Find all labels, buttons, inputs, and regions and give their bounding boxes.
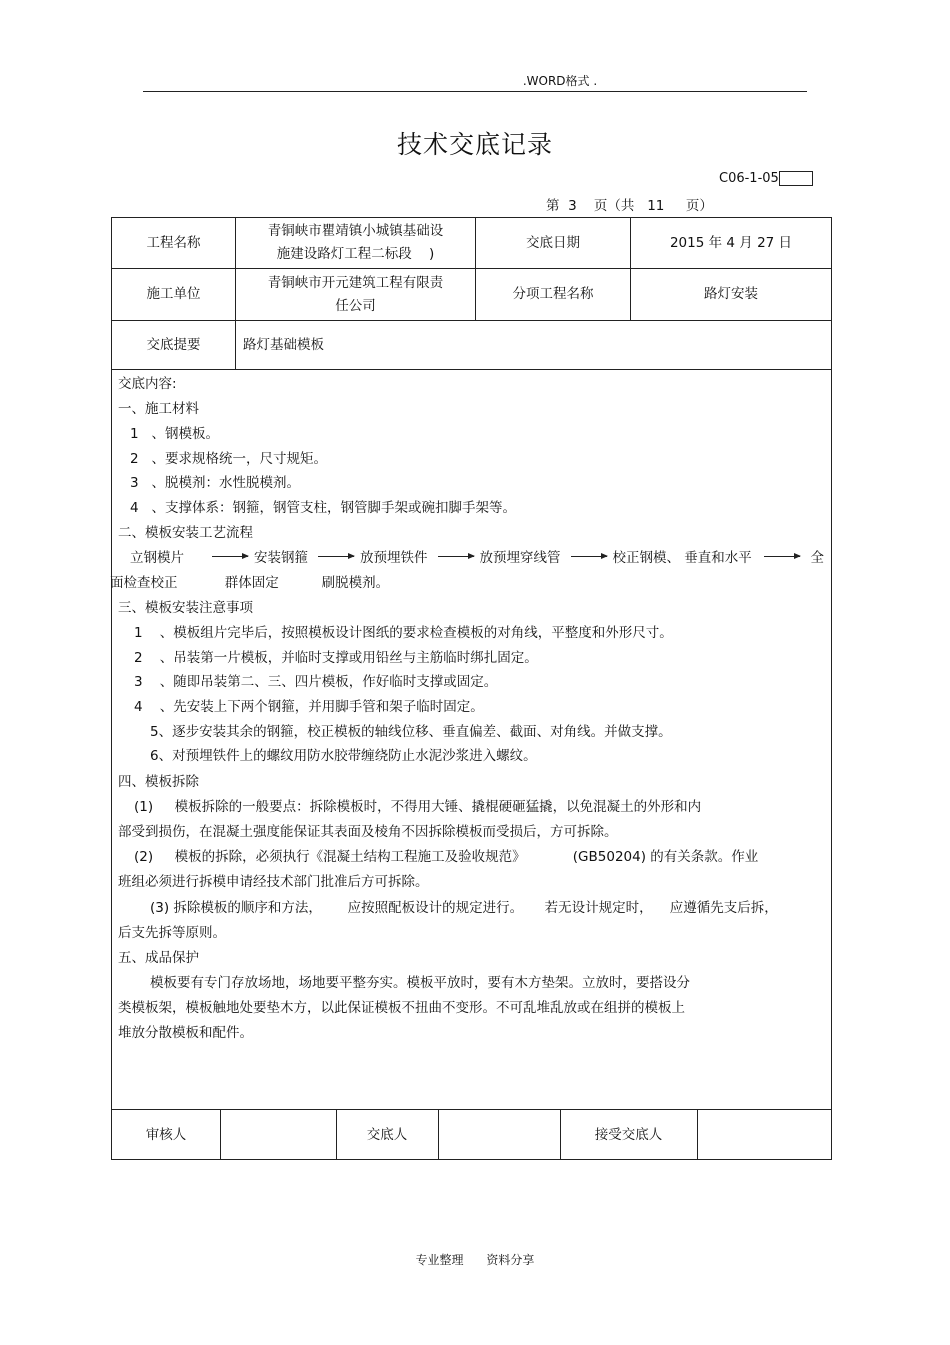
- project-name-line2: 施建设路灯工程二标段 ): [276, 246, 435, 262]
- flow-step-3: 放预埋铁件: [360, 550, 428, 566]
- section-removal-title: 四、模板拆除: [118, 774, 199, 790]
- removal-p1-line2: 部受到损伤，在混凝土强度能保证其表面及棱角不因拆除模板而受损后，方可拆除。: [118, 824, 618, 840]
- section-protection-title: 五、成品保护: [118, 950, 199, 966]
- construction-unit-label: 施工单位: [146, 286, 201, 302]
- flow-arrow-icon: [764, 556, 800, 557]
- flow-arrow-icon: [571, 556, 607, 557]
- removal-p3-line2: 后支先拆等原则。: [118, 925, 226, 941]
- materials-item-1: 1 、钢模板。: [130, 426, 219, 442]
- col-divider: [220, 1109, 221, 1160]
- document-title: 技术交底记录: [396, 130, 553, 159]
- process-flow-line2: 面检查校正 群体固定 刷脱模剂。: [110, 575, 390, 591]
- col-divider: [697, 1109, 698, 1160]
- section-notes-title: 三、模板安装注意事项: [118, 600, 253, 616]
- discloser-label: 交底人: [366, 1126, 408, 1143]
- removal-p1-line1: (1) 模板拆除的一般要点：拆除模板时，不得用大锤、撬棍硬砸猛撬，以免混凝土的外形和内: [134, 799, 702, 815]
- flow-step-1: 立钢模片: [130, 550, 184, 566]
- materials-item-4: 4 、支撑体系：钢箍，钢管支柱，钢管脚手架或碗扣脚手架等。: [130, 500, 516, 516]
- construction-unit-value: [236, 269, 475, 320]
- form-code-text: C06-1-05: [719, 171, 779, 186]
- reviewer-label: 审核人: [145, 1126, 187, 1143]
- project-name-value: [236, 218, 475, 268]
- page-info: 第 3 页（共 11 页）: [546, 198, 713, 214]
- materials-item-2: 2 、要求规格统一，尺寸规矩。: [130, 451, 327, 467]
- construction-unit-line2: 任公司: [335, 297, 376, 314]
- notes-item-2: 2 、吊装第一片模板，并临时支撑或用铅丝与主筋临时绑扎固定。: [134, 650, 538, 666]
- notes-item-4: 4 、先安装上下两个钢箍，并用脚手管和架子临时固定。: [134, 699, 484, 715]
- removal-p2-line1: (2) 模板的拆除，必须执行《混凝土结构工程施工及验收规范》 (GB50204) 的有关条款。作业: [134, 849, 759, 865]
- section-process-title: 二、模板安装工艺流程: [118, 525, 253, 541]
- col-divider: [438, 1109, 439, 1160]
- header-rule: [143, 91, 807, 92]
- protection-line3: 堆放分散模板和配件。: [118, 1025, 253, 1041]
- notes-item-6: 6、对预埋铁件上的螺纹用防水胶带缠绕防止水泥沙浆进入螺纹。: [150, 748, 537, 764]
- process-flow: [130, 546, 824, 566]
- flow-step-2: 安装钢箍: [254, 550, 308, 566]
- notes-item-1: 1 、模板组片完毕后，按照模板设计图纸的要求检查模板的对角线，平整度和外形尺寸。: [134, 625, 673, 641]
- notes-item-3: 3 、随即吊装第二、三、四片模板，作好临时支撑或固定。: [134, 674, 498, 690]
- construction-unit-line1: 青铜峡市开元建筑工程有限责: [267, 274, 444, 291]
- flow-step-5: 校正钢模、 垂直和水平: [612, 550, 752, 566]
- flow-arrow-icon: [318, 556, 354, 557]
- receiver-label: 接受交底人: [594, 1126, 663, 1143]
- project-name-line1: 青铜峡市瞿靖镇小城镇基础设: [267, 223, 444, 239]
- materials-item-3: 3 、脱模剂：水性脱模剂。: [130, 475, 300, 491]
- removal-p2-line2: 班组必须进行拆模申请经技术部门批准后方可拆除。: [118, 874, 429, 890]
- flow-step-6: 全: [810, 550, 824, 566]
- summary-value: 路灯基础模板: [243, 336, 324, 353]
- removal-p3-line1: (3) 拆除模板的顺序和方法， 应按照配板设计的规定进行。 若无设计规定时， 应遵循先支后拆，: [150, 900, 778, 916]
- summary-label: 交底提要: [146, 336, 201, 353]
- protection-line1: 模板要有专门存放场地，场地要平整夯实。模板平放时，要有木方垫架。立放时，要搭设分: [150, 975, 690, 991]
- notes-item-5: 5、逐步安装其余的钢箍，校正模板的轴线位移、垂直偏差、截面、对角线。并做支撑。: [150, 724, 672, 740]
- protection-line2: 类模板架，模板触地处要垫木方，以此保证模板不扭曲不变形。不可乱堆乱放或在组拼的模板上: [118, 1000, 685, 1016]
- section-materials-title: 一、施工材料: [118, 401, 199, 417]
- subitem-value: 路灯安装: [704, 286, 758, 302]
- header-note: .WORD格式 .: [522, 74, 598, 88]
- disclosure-date-label: 交底日期: [526, 234, 580, 251]
- page-footer: 专业整理 资料分享: [415, 1253, 535, 1267]
- disclosure-date-value: 2015 年 4 月 27 日: [669, 234, 793, 251]
- flow-step-4: 放预埋穿线管: [479, 550, 561, 566]
- row-divider: [112, 369, 831, 370]
- flow-arrow-icon: [438, 556, 474, 557]
- content-heading: 交底内容:: [118, 376, 177, 392]
- project-name-label: 工程名称: [146, 234, 201, 251]
- flow-arrow-icon: [212, 556, 248, 557]
- form-code: [719, 171, 813, 186]
- subitem-label: 分项工程名称: [512, 286, 594, 302]
- form-code-box: [779, 171, 813, 186]
